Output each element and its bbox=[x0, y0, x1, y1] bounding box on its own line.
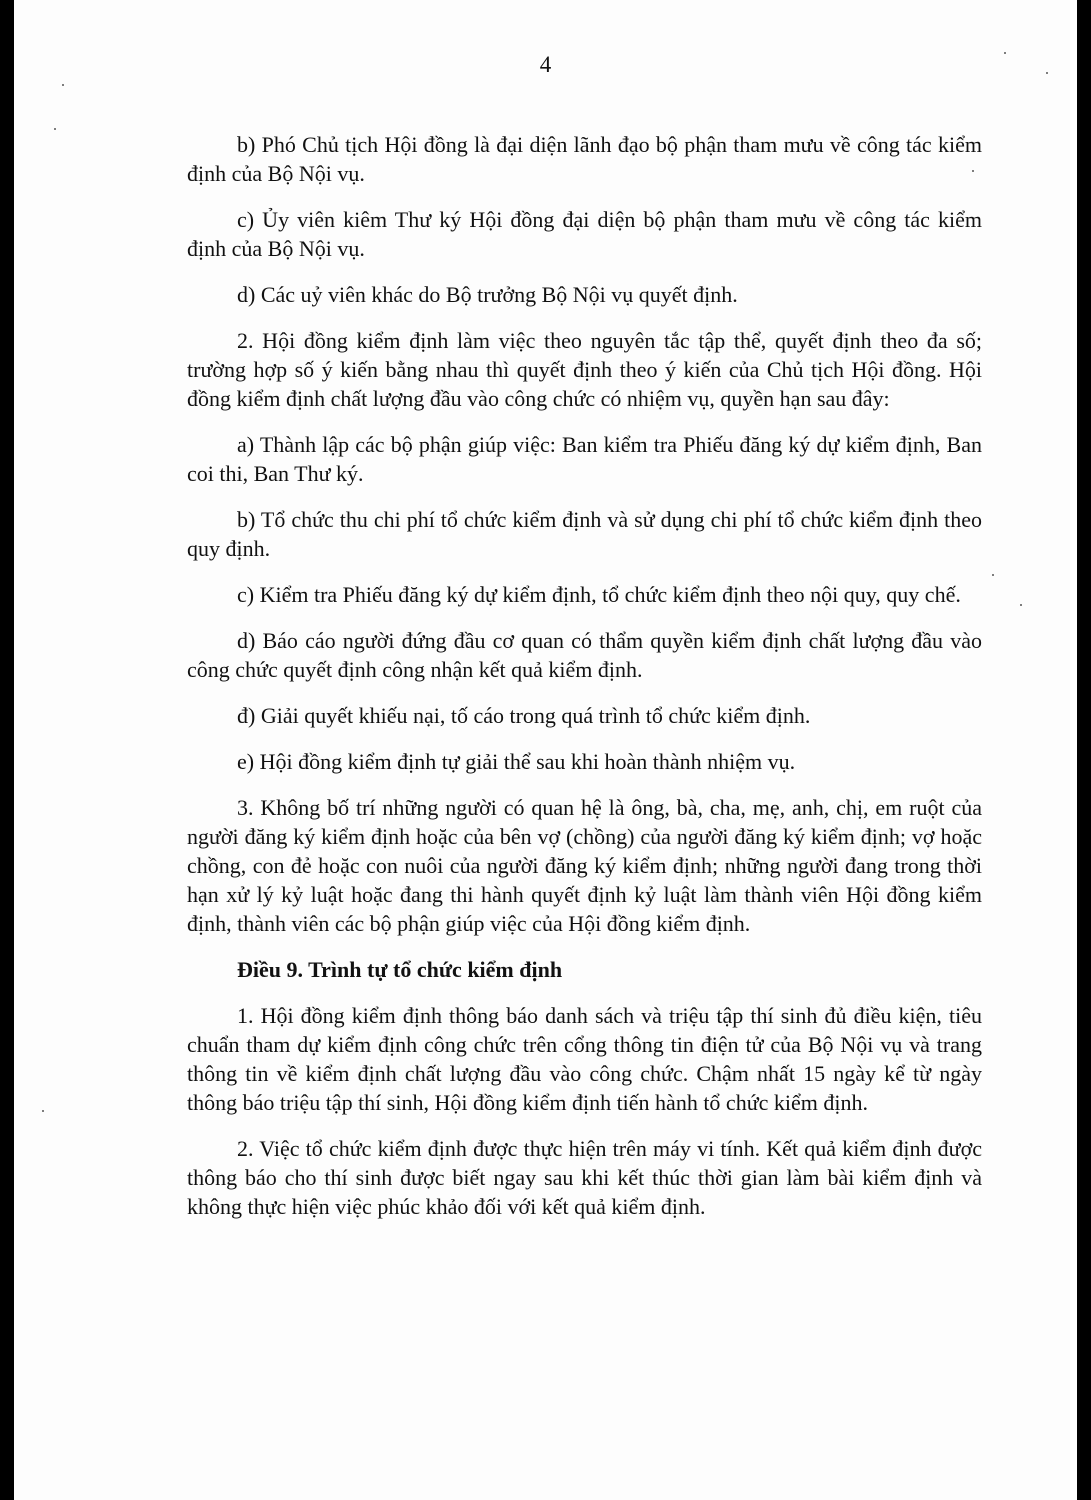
paragraph-1c-secretary: c) Ủy viên kiêm Thư ký Hội đồng đại diện bộ phận tham mưu về công tác kiểm định của Bộ Nội vụ. bbox=[187, 207, 982, 261]
scan-speck bbox=[1004, 52, 1006, 54]
scan-speck bbox=[54, 128, 56, 130]
paragraph-2c-inspection: c) Kiểm tra Phiếu đăng ký dự kiểm định, tổ chức kiểm định theo nội quy, quy chế. bbox=[237, 582, 961, 607]
paragraph-2d-report: d) Báo cáo người đứng đầu cơ quan có thẩm quyền kiểm định chất lượng đầu vào công chức quyết định công nhận kết quả kiểm định. bbox=[187, 628, 982, 682]
paragraph-3-exclusions: 3. Không bố trí những người có quan hệ là ông, bà, cha, mẹ, anh, chị, em ruột của người đăng ký kiểm định hoặc của bên vợ (chồng) của người đăng ký kiểm định; vợ hoặc chồng, con đẻ hoặc con nuôi của người đăng ký kiểm định; những người đang trong thời hạn xử lý kỷ luật hoặc đang thi hành quyết định kỷ luật làm thành viên Hội đồng kiểm định, thành viên các bộ phận giúp việc của Hội đồng kiểm định. bbox=[187, 795, 982, 936]
page-number: 4 bbox=[539, 52, 552, 77]
paragraph-2b-costs: b) Tổ chức thu chi phí tổ chức kiểm định và sử dụng chi phí tổ chức kiểm định theo quy định. bbox=[187, 507, 982, 561]
paragraph-2dd-complaints: đ) Giải quyết khiếu nại, tố cáo trong quá trình tổ chức kiểm định. bbox=[237, 703, 811, 728]
paragraph-1b-vice-chair: b) Phó Chủ tịch Hội đồng là đại diện lãnh đạo bộ phận tham mưu về công tác kiểm định của Bộ Nội vụ. bbox=[187, 132, 982, 186]
paragraph-2a-support-units: a) Thành lập các bộ phận giúp việc: Ban kiểm tra Phiếu đăng ký dự kiểm định, Ban coi thi, Ban Thư ký. bbox=[187, 432, 982, 486]
document-body bbox=[187, 130, 982, 1238]
scan-speck bbox=[42, 1110, 44, 1112]
document-page bbox=[14, 0, 1077, 1500]
paragraph-2e-dissolve: e) Hội đồng kiểm định tự giải thể sau khi hoàn thành nhiệm vụ. bbox=[237, 749, 796, 774]
scan-speck bbox=[992, 574, 994, 576]
paragraph-2-council-principles: 2. Hội đồng kiểm định làm việc theo nguyên tắc tập thể, quyết định theo đa số; trường hợp số ý kiến bằng nhau thì quyết định theo ý kiến của Chủ tịch Hội đồng. Hội đồng kiểm định chất lượng đầu vào công chức có nhiệm vụ, quyền hạn sau đây: bbox=[187, 328, 982, 411]
paragraph-1d-other-members: d) Các uỷ viên khác do Bộ trưởng Bộ Nội vụ quyết định. bbox=[237, 282, 738, 307]
scan-speck bbox=[1046, 72, 1048, 74]
scan-speck bbox=[62, 84, 64, 86]
scan-speck bbox=[972, 170, 974, 172]
scan-speck bbox=[1020, 604, 1022, 606]
article-9-heading: Điều 9. Trình tự tổ chức kiểm định bbox=[237, 957, 563, 982]
paragraph-9-2-computer-test: 2. Việc tổ chức kiểm định được thực hiện trên máy vi tính. Kết quả kiểm định được thông báo cho thí sinh được biết ngay sau khi kết thúc thời gian làm bài kiểm định và không thực hiện việc phúc khảo đối với kết quả kiểm định. bbox=[187, 1136, 982, 1219]
paragraph-9-1-announcement: 1. Hội đồng kiểm định thông báo danh sách và triệu tập thí sinh đủ điều kiện, tiêu chuẩn tham dự kiểm định công chức trên cổng thông tin điện tử của Bộ Nội vụ và trang thông tin về kiểm định chất lượng đầu vào công chức. Chậm nhất 15 ngày kể từ ngày thông báo triệu tập thí sinh, Hội đồng kiểm định tiến hành tổ chức kiểm định. bbox=[187, 1003, 982, 1115]
